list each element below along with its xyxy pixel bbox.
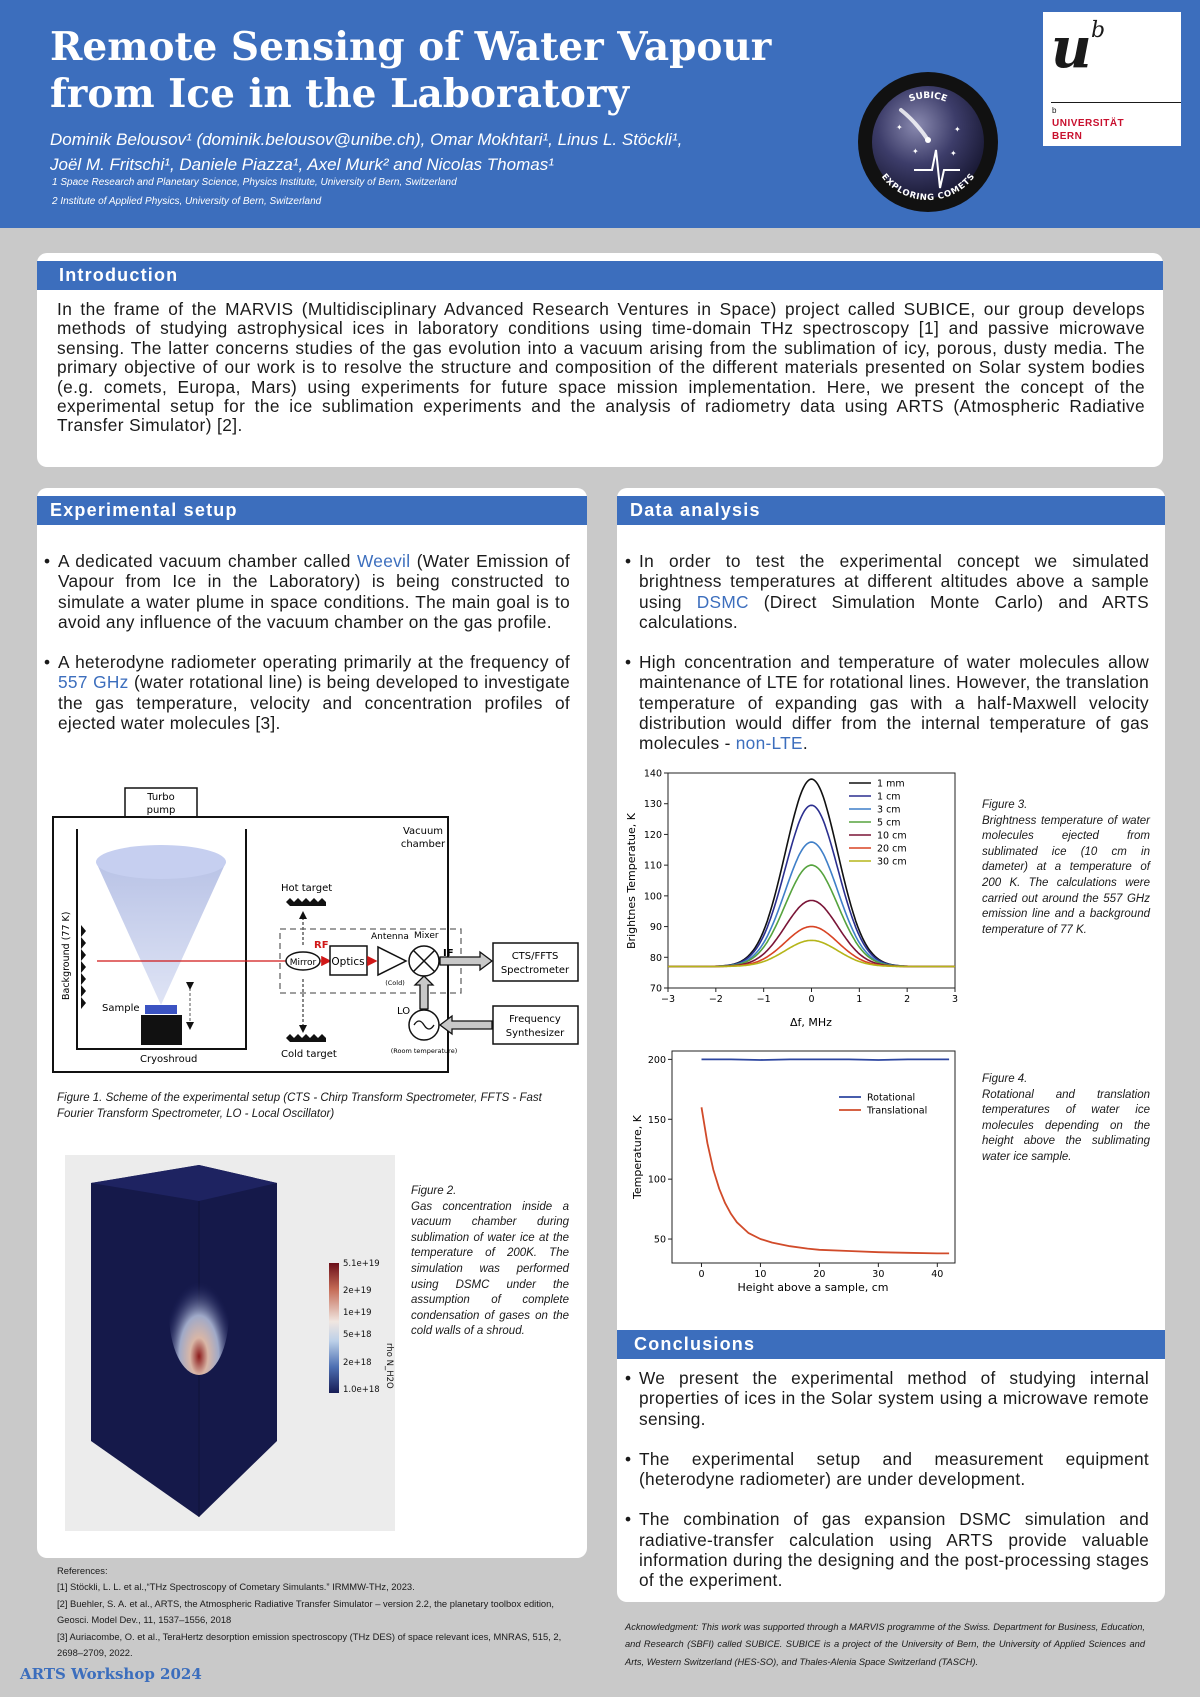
figure-4-caption-title: Figure 4. — [982, 1073, 1028, 1085]
subice-logo-top: SUBICE — [907, 90, 949, 105]
introduction-text: In the frame of the MARVIS (Multidisciplinary Advanced Research Ventures in Space) project called SUBICE, our group develops methods of studying astrophysical ices in laboratory conditions using time-domain THz spectroscopy [1] and passive microwave sensing. The latter concerns studies of the gas evolution into a vacuum arising from the sublimation of icy, porous, dusty media. The primary objective of our work is to resolve the structure and composition of the different materials presented on Solar system bodies (e.g. comets, Europa, Mars) using experiments for future space mission implementation. Here, we present the concept of the experimental setup for the ice sublimation experiments and the analysis of radiometry data using ARTS (Atmospheric Radiative Transfer Simulator) [2]. — [57, 299, 1145, 436]
figure-3-legend-label: 30 cm — [877, 856, 907, 868]
synth-arrow — [440, 1016, 492, 1034]
bullet-text: (Direct Simulation Monte Carlo) and ARTS calculations. — [639, 591, 1149, 632]
experimental-bullet-1 — [44, 551, 570, 632]
colorbar-tick-4: 5e+18 — [343, 1330, 372, 1340]
vacuum-chamber-label-1: Vacuum — [402, 826, 444, 837]
synthesizer-label-1: Frequency — [509, 1014, 561, 1025]
mixer-label: Mixer — [414, 931, 439, 941]
figure-3-ytick-label: 80 — [649, 952, 662, 964]
figure-4-xtick-label: 40 — [931, 1269, 944, 1280]
plume-cone — [96, 862, 226, 1005]
turbo-pump-label-1: Turbo — [147, 792, 175, 803]
antenna-label: Antenna — [371, 932, 409, 942]
figure-3-caption — [982, 798, 1150, 938]
data-analysis-heading: Data analysis — [617, 496, 1165, 525]
figure-4-xtick-label: 20 — [813, 1269, 826, 1280]
background-label: Background (77 K) — [61, 911, 72, 1000]
data-analysis-panel — [617, 488, 1165, 1326]
vacuum-chamber-label-2: chamber — [400, 839, 446, 850]
colorbar-tick-5: 2e+18 — [343, 1358, 372, 1368]
colorbar — [329, 1263, 339, 1393]
turbo-pump-label-2: pump — [146, 805, 176, 816]
figure-2-caption-title: Figure 2. — [411, 1185, 457, 1197]
experimental-setup-heading: Experimental setup — [37, 496, 587, 525]
unibe-name-line-1: UNIVERSITÄT — [1052, 118, 1125, 129]
references-heading: References: — [57, 1565, 108, 1576]
introduction-panel — [37, 253, 1163, 467]
figure-4-xtick-label: 10 — [754, 1269, 767, 1280]
introduction-heading: Introduction — [37, 261, 1163, 290]
setup-scheme — [50, 785, 580, 1068]
figure-4-ylabel: Temperature, K — [631, 1115, 644, 1199]
reference-2: [2] Buehler, S. A. et al., ARTS, the Atmospheric Radiative Transfer Simulator – version 2.2, the planetary toolbox edition, Geosci. Model Dev., 11, 1537–1556, 2018 — [57, 1597, 554, 1626]
figure-3-legend-label: 20 cm — [877, 843, 907, 855]
figure-3-xtick-label: 1 — [856, 994, 863, 1005]
subice-logo-bottom: EXPLORING COMETS — [879, 172, 977, 204]
background-target — [81, 925, 86, 1009]
figure-2-caption — [411, 1184, 569, 1340]
acknowledgment: Acknowledgment: This work was supported through a MARVIS programme of the Swiss. Department for Business, Education, and Research (SBFI) called SUBICE. SUBICE is a project of the University of Bern, the University of Applied Sciences and Arts, Western Switzerland (HES-SO), and Thales-Alenia Space Switzerland (TASCH). — [625, 1622, 1145, 1667]
dsmc-highlight: DSMC — [696, 591, 749, 612]
figure-3-legend-label: 1 mm — [877, 778, 905, 790]
unibe-name-line-2: BERN — [1052, 131, 1083, 142]
conclusion-item-1: • We present the experimental method of studying internal properties of ices in the Solar system using a microwave remote sensing. — [625, 1368, 1149, 1429]
figure-3-legend-label: 5 cm — [877, 817, 901, 829]
figure-3-ytick-label: 110 — [643, 860, 662, 872]
figure-3-xtick-label: −3 — [660, 994, 676, 1005]
unibe-b: b — [1091, 18, 1106, 43]
figure-4-ytick-label: 100 — [647, 1174, 666, 1186]
authors-line-1: Dominik Belousov¹ (dominik.belousov@unibe.ch), Omar Mokhtari¹, Linus L. Stöckli¹, — [50, 130, 683, 149]
rf-label: RF — [314, 940, 329, 951]
figure-4-series-rotational — [702, 1059, 950, 1060]
figure-3-legend-label: 3 cm — [877, 804, 901, 816]
figure-3-xtick-label: 0 — [808, 994, 815, 1005]
bullet-text: A heterodyne radiometer operating primarily at the frequency of — [58, 652, 570, 673]
affiliation-2: 2 Institute of Applied Physics, University of Bern, Switzerland — [52, 196, 322, 207]
figure-4-legend-label: Rotational — [867, 1092, 916, 1104]
cold-target-icon — [286, 1034, 326, 1042]
bullet-text: (Water Emission of Vapour from Ice in the Laboratory) is being constructed to simulate a water plume in space conditions. The main goal is to avoid any influence of the vacuum chamber on the gas profile. — [58, 551, 570, 632]
figure-4-xlabel: Height above a sample, cm — [737, 1281, 889, 1294]
conclusion-item-2: • The experimental setup and measurement equipment (heterodyne radiometer) are under development. — [625, 1449, 1149, 1490]
sample-holder — [141, 1015, 182, 1045]
bullet-text: A dedicated vacuum chamber called — [58, 551, 357, 571]
figure-3-ytick-label: 120 — [643, 829, 662, 841]
unibe-small-b: b — [1052, 106, 1057, 115]
figure-3-xlabel: Δf, MHz — [790, 1016, 832, 1029]
figure-1-caption: Figure 1. Scheme of the experimental setup (CTS - Chirp Transform Spectrometer, FFTS - Fast Fourier Transform Spectrometer, LO - Local Oscillator) — [57, 1092, 542, 1120]
antenna-icon — [378, 947, 406, 975]
colorbar-tick-3: 1e+19 — [343, 1308, 372, 1318]
affiliation-1: 1 Space Research and Planetary Science, Physics Institute, University of Bern, Switzerland — [52, 177, 457, 188]
plume-top — [96, 845, 226, 879]
colorbar-tick-2: 2e+19 — [343, 1286, 372, 1296]
sample-block — [145, 1005, 177, 1014]
colorbar-tick-1: 5.1e+19 — [343, 1259, 380, 1269]
data-bullet-2 — [625, 652, 1149, 753]
conclusion-item-3: • The combination of gas expansion DSMC simulation and radiative-transfer calculation using ARTS provide valuable information during the designing and the post-processing stages of the experiment. — [625, 1509, 1149, 1590]
conclusions-heading: Conclusions — [617, 1330, 1165, 1359]
figure-4-chart — [627, 1051, 944, 1296]
gas-plume — [169, 1251, 229, 1375]
figure-4-ytick-label: 150 — [647, 1114, 666, 1126]
non-lte-highlight: non-LTE — [735, 733, 803, 754]
bullet-text: (water rotational line) is being developed to investigate the gas temperature, velocity and concentration profiles of ejected water molecules [3]. — [58, 672, 571, 734]
figure-4-xtick-label: 30 — [872, 1269, 885, 1280]
weevil-highlight: Weevil — [357, 551, 411, 571]
figure-4-ytick-label: 50 — [653, 1234, 666, 1246]
figure-3-chart — [625, 768, 959, 1033]
bullet-text: High concentration and temperature of water molecules allow maintenance of LTE for rotational lines. However, the translation temperature of expanding gas with a half-Maxwell velocity distribution would differ from the internal temperature of gas molecules - — [639, 652, 1149, 754]
figure-4-xtick-label: 0 — [698, 1269, 705, 1280]
figure-3-ytick-label: 70 — [649, 983, 662, 995]
figure-4-legend-label: Translational — [867, 1105, 928, 1117]
experimental-bullet-2 — [44, 652, 570, 733]
bullet-text: . — [802, 733, 808, 754]
colorbar-tick-6: 1.0e+18 — [343, 1385, 380, 1395]
figure-3-ytick-label: 130 — [643, 799, 662, 811]
figure-3-xtick-label: 3 — [951, 994, 959, 1005]
figure-3-xtick-label: −2 — [708, 994, 723, 1005]
if-label: IF — [443, 948, 454, 959]
unibe-logo — [1043, 12, 1181, 146]
optics-label: Optics — [331, 956, 365, 968]
star-icon: ✦ ✦ ✦✦ — [896, 123, 961, 158]
spectrometer-label-2: Spectrometer — [500, 965, 570, 976]
reference-1: [1] Stöckli, L. L. et al.,“THz Spectroscopy of Cometary Simulants.” IRMMW-THz, 2023. — [57, 1581, 415, 1593]
data-bullet-1 — [625, 551, 1149, 632]
figure-4-caption-text: Rotational and translation temperatures of water ice molecules depending on the height above the sublimating water ice sample. — [982, 1088, 1150, 1163]
hot-target-icon — [286, 898, 326, 906]
unibe-rule — [1051, 102, 1181, 103]
bullet-text: In order to test the experimental concept we simulated brightness temperatures at different altitudes above a sample using — [639, 551, 1149, 612]
sample-label: Sample — [102, 1003, 140, 1014]
unibe-u: u — [1051, 15, 1092, 81]
figure-4-caption — [982, 1072, 1150, 1166]
references — [57, 1563, 587, 1661]
room-temp-label: (Room temperature) — [390, 1047, 458, 1055]
figure-3-ylabel: Brightnes Temperatue, K — [625, 813, 638, 949]
poster-title: Remote Sensing of Water Vapour from Ice in the Laboratory — [50, 24, 772, 117]
figure-4-plot-area — [672, 1051, 955, 1263]
colorbar-label: rho N_H2O — [384, 1343, 394, 1389]
figure-4-ytick-label: 200 — [647, 1054, 666, 1066]
experimental-setup-panel — [37, 488, 587, 1558]
figure-3-ytick-label: 140 — [643, 768, 662, 780]
figure-3-ytick-label: 90 — [649, 922, 662, 934]
mirror-label: Mirror — [289, 958, 317, 968]
figure-3-caption-text: Brightness temperature of water molecules ejected from sublimated ice (10 cm in dameter) at a temperature of 200 K. The calculations were carried out around the 557 GHz emission line and a background temperature of 77 K. — [982, 814, 1150, 936]
figure-3-legend-label: 1 cm — [877, 791, 901, 803]
comet-icon — [925, 137, 931, 143]
synthesizer-label-2: Synthesizer — [505, 1028, 565, 1039]
conclusions-panel — [617, 1326, 1165, 1602]
conclusions-list — [625, 1368, 1149, 1611]
workshop-footer: ARTS Workshop 2024 — [20, 1665, 202, 1683]
cold-target-label: Cold target — [281, 1049, 337, 1060]
lo-label: LO — [397, 1006, 411, 1017]
figure-3-ytick-label: 100 — [643, 891, 662, 903]
experimental-bullets — [44, 551, 570, 753]
figure-3-legend-label: 10 cm — [877, 830, 907, 842]
hot-target-label: Hot target — [281, 883, 333, 894]
cryoshroud-label: Cryoshroud — [140, 1054, 198, 1065]
figure-2-image — [65, 1155, 395, 1531]
figure-2-caption-text: Gas concentration inside a vacuum chamber during sublimation of water ice at the temperature of 200K. The simulation was performed using DSMC under the assumption of complete condensation of gases on the cold walls of a shroud. — [411, 1200, 569, 1338]
frequency-highlight: 557 GHz — [58, 672, 129, 693]
unibe-name — [1052, 117, 1124, 143]
spectrometer-label-1: CTS/FFTS — [511, 951, 559, 962]
figure-3-xtick-label: −1 — [756, 994, 771, 1005]
figure-3-xtick-label: 2 — [904, 994, 911, 1005]
header-banner — [0, 0, 1200, 228]
reference-3: [3] Auriacombe, O. et al., TeraHertz desorption emission spectroscopy (THz DES) of space relevant ices, MNRAS, 515, 2, 2698–2709, 2022. — [57, 1630, 562, 1659]
figure-3-caption-title: Figure 3. — [982, 799, 1028, 811]
authors-line-2: Joël M. Fritschi¹, Daniele Piazza¹, Axel Murk² and Nicolas Thomas¹ — [50, 155, 554, 174]
authors — [50, 127, 890, 177]
figure-2-render — [65, 1155, 395, 1531]
data-analysis-bullets — [625, 551, 1149, 774]
subice-logo — [856, 70, 1000, 214]
cold-label: (Cold) — [385, 979, 405, 987]
